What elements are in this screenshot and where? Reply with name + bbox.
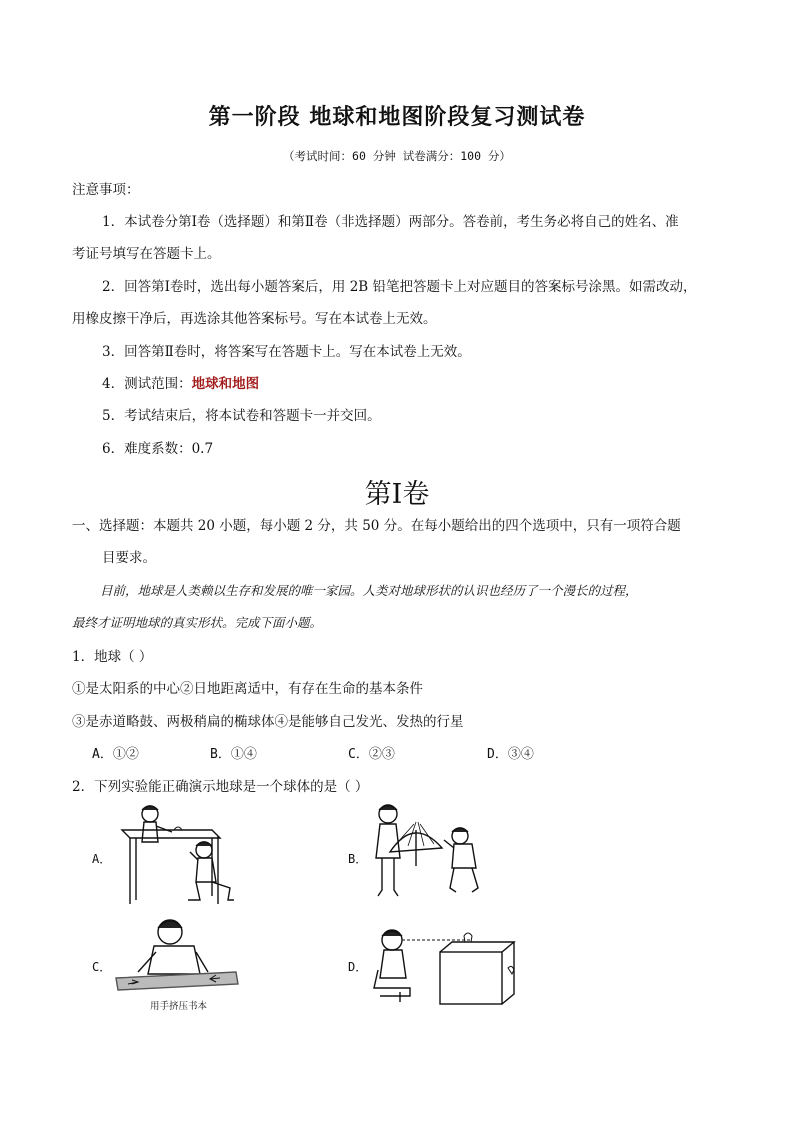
question-1-stem: 1．地球（ ） <box>72 649 153 665</box>
illustration-b <box>368 800 498 905</box>
material-line-1: 目前，地球是人类赖以生存和发展的唯一家园。人类对地球形状的认识也经历了一个漫长的过程， <box>100 583 638 598</box>
option-b[interactable]: B．①④ <box>210 747 257 762</box>
note-3: 3．回答第Ⅱ卷时，将答案写在答题卡上。写在本试卷上无效。 <box>102 344 471 360</box>
volume-title: 第Ⅰ卷 <box>364 479 430 510</box>
note-2-line-2: 用橡皮擦干净后，再选涂其他答案标号。写在本试卷上无效。 <box>72 311 437 327</box>
page-title: 第一阶段 地球和地图阶段复习测试卷 <box>208 105 586 130</box>
caption-c: 用手挤压书本 <box>150 1001 208 1012</box>
q2-label-d[interactable]: D． <box>348 960 368 974</box>
q2-label-b[interactable]: B． <box>348 852 368 866</box>
option-d[interactable]: D．③④ <box>487 747 534 762</box>
note-1-line-2: 考证号填写在答题卡上。 <box>72 246 221 262</box>
material-line-2: 最终才证明地球的真实形状。完成下面小题。 <box>72 615 323 630</box>
option-a[interactable]: A．①② <box>92 747 139 762</box>
section-heading-line-2: 目要求。 <box>102 550 156 566</box>
test-range: 地球和地图 <box>191 376 260 392</box>
note-5: 5．考试结束后，将本试卷和答题卡一并交回。 <box>102 408 381 424</box>
illustration-c <box>108 912 243 1012</box>
note-1-line-1: 1．本试卷分第Ⅰ卷（选择题）和第Ⅱ卷（非选择题）两部分。答卷前，考生务必将自己的姓名、准 <box>102 214 679 230</box>
section-heading-line-1: 一、选择题：本题共 20 小题，每小题 2 分，共 50 分。在每小题给出的四个选项中，只有一项符合题 <box>72 518 681 534</box>
option-c[interactable]: C．②③ <box>348 747 395 762</box>
illustration-d <box>370 922 530 1007</box>
note-4-prefix: 4．测试范围： <box>102 376 192 392</box>
notes-heading: 注意事项： <box>72 182 140 198</box>
question-1-statements-a: ①是太阳系的中心②日地距离适中，有存在生命的基本条件 <box>72 681 423 697</box>
exam-info: （考试时间：60 分钟 试卷满分：100 分） <box>283 149 511 163</box>
note-6: 6．难度系数：0.7 <box>102 441 214 457</box>
question-2-stem: 2．下列实验能正确演示地球是一个球体的是（ ） <box>72 779 369 795</box>
illustration-a <box>112 800 242 910</box>
q2-label-c[interactable]: C． <box>92 960 112 974</box>
question-1-statements-b: ③是赤道略鼓、两极稍扁的椭球体④是能够自己发光、发热的行星 <box>72 714 464 730</box>
note-4 <box>102 374 259 394</box>
note-2-line-1: 2．回答第Ⅰ卷时，选出每小题答案后，用 2B 铅笔把答题卡上对应题目的答案标号涂黑。如需改动， <box>102 279 697 295</box>
q2-label-a[interactable]: A． <box>92 852 112 866</box>
